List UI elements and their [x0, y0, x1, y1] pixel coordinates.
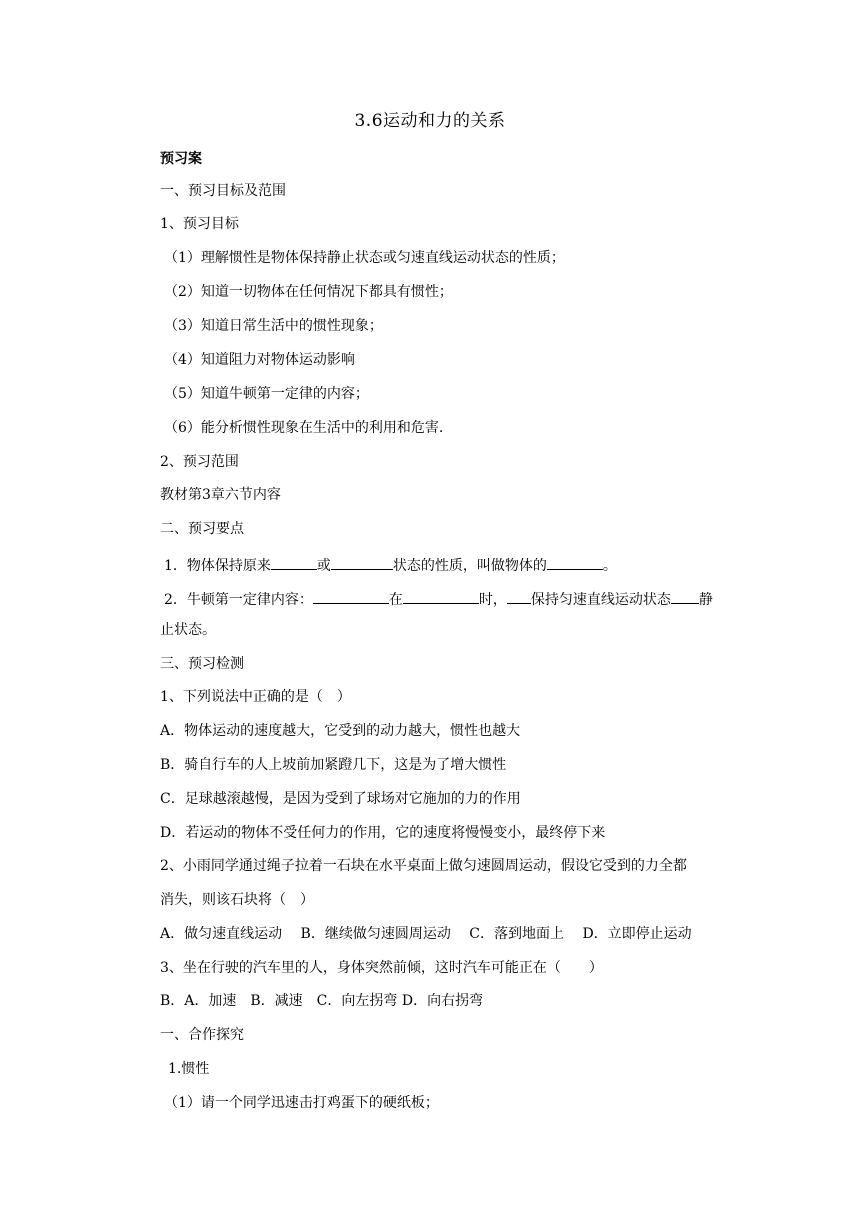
question-1-option: D．若运动的物体不受任何力的作用，它的速度将慢慢变小，最终停下来 — [160, 825, 606, 841]
answer-blank[interactable] — [671, 589, 699, 604]
fill-in-question-1: 1．物体保持原来 或 状态的性质，叫做物体的 。 — [164, 555, 617, 575]
heading-objectives-scope: 一、预习目标及范围 — [160, 183, 286, 199]
fill-in-question-2: 2．牛顿第一定律内容： 在 时， 保持匀速直线运动状态 静 — [164, 589, 713, 609]
objective-item: （4）知道阻力对物体运动影响 — [164, 352, 355, 368]
question-1-option: B．骑自行车的人上坡前加紧蹬几下，这是为了增大惯性 — [160, 757, 507, 773]
objective-item: （5）知道牛顿第一定律的内容； — [164, 386, 369, 402]
heading-cooperative-inquiry: 一、合作探究 — [160, 1027, 244, 1043]
subheading-scope: 2、预习范围 — [160, 454, 239, 470]
question-1-option: C．足球越滚越慢，是因为受到了球场对它施加的力的作用 — [160, 791, 521, 807]
answer-blank[interactable] — [331, 555, 393, 570]
question-1-stem: 1、下列说法中正确的是（ ） — [160, 689, 351, 705]
section-heading-preview: 预习案 — [160, 151, 202, 167]
question-2-options: A．做匀速直线运动 B．继续做匀速圆周运动 C．落到地面上 D．立即停止运动 — [160, 926, 692, 942]
answer-blank[interactable] — [403, 589, 479, 604]
answer-blank[interactable] — [507, 589, 531, 604]
subheading-objectives: 1、预习目标 — [160, 216, 239, 232]
subheading-inertia: 1.惯性 — [168, 1061, 210, 1077]
question-3-options: B．A．加速 B．减速 C．向左拐弯 D．向右拐弯 — [160, 993, 484, 1009]
question-2-stem: 2、小雨同学通过绳子拉着一石块在水平桌面上做匀速圆周运动，假设它受到的力全都 — [160, 858, 687, 874]
question-2-stem-continued: 消失，则该石块将（ ） — [160, 892, 314, 908]
heading-key-points: 二、预习要点 — [160, 521, 244, 537]
answer-blank[interactable] — [313, 589, 389, 604]
activity-item: （1）请一个同学迅速击打鸡蛋下的硬纸板； — [164, 1095, 439, 1111]
heading-preview-test: 三、预习检测 — [160, 656, 244, 672]
objective-item: （3）知道日常生活中的惯性现象； — [164, 318, 383, 334]
question-3-stem: 3、坐在行驶的汽车里的人，身体突然前倾，这时汽车可能正在（ ） — [160, 960, 603, 976]
objective-item: （1）理解惯性是物体保持静止状态或匀速直线运动状态的性质； — [164, 250, 565, 266]
document-title: 3.6运动和力的关系 — [354, 111, 506, 131]
objective-item: （2）知道一切物体在任何情况下都具有惯性； — [164, 284, 453, 300]
fill-in-question-2-continued: 止状态。 — [160, 622, 216, 638]
answer-blank[interactable] — [271, 555, 317, 570]
objective-item: （6）能分析惯性现象在生活中的利用和危害. — [164, 420, 444, 436]
answer-blank[interactable] — [547, 555, 603, 570]
scope-text: 教材第3章六节内容 — [160, 487, 281, 503]
question-1-option: A．物体运动的速度越大，它受到的动力越大，惯性也越大 — [160, 723, 521, 739]
